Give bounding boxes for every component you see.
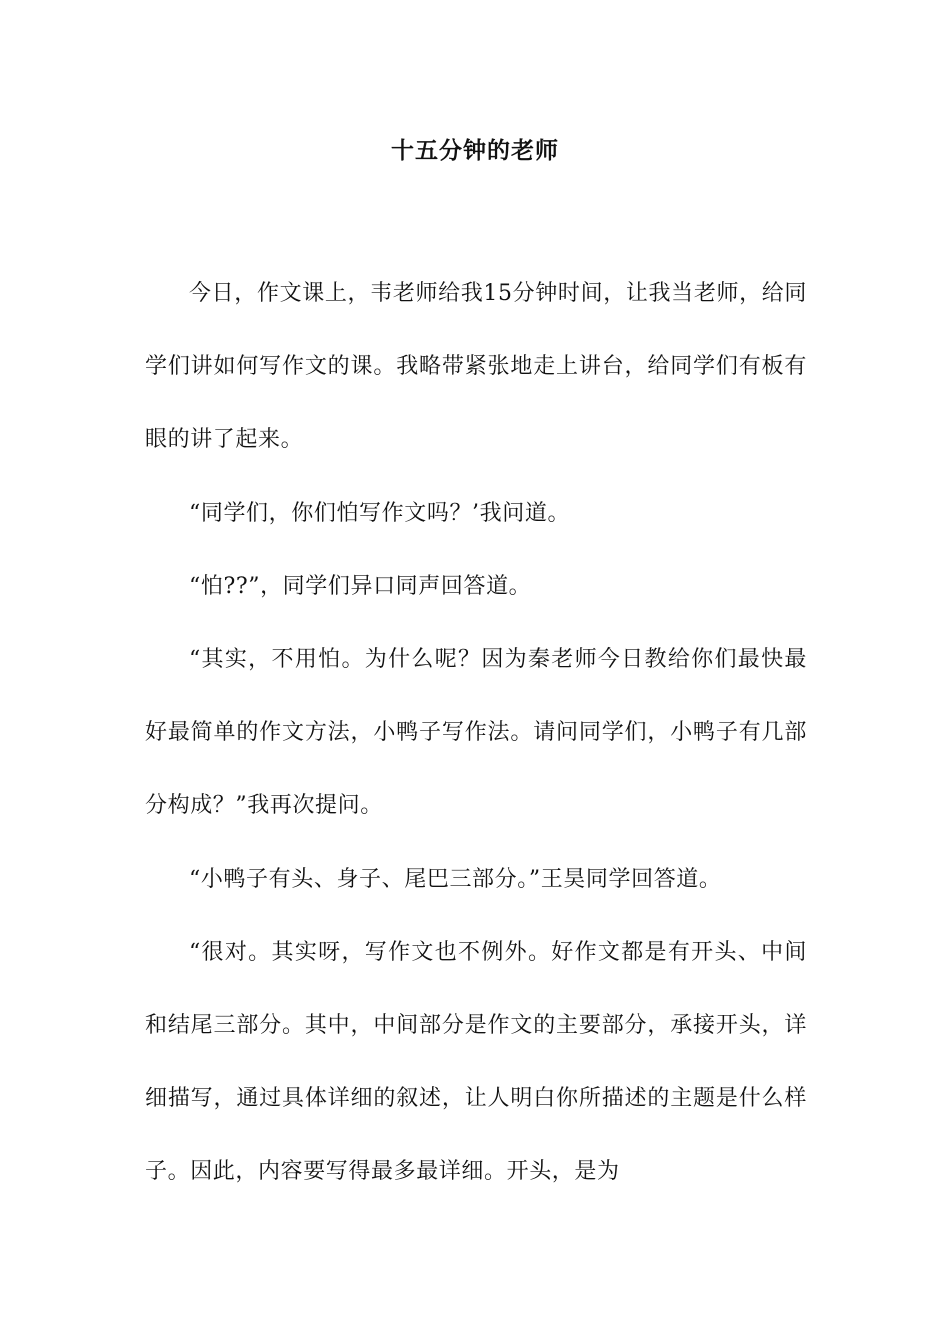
paragraph-5: “小鸭子有头、身子、尾巴三部分。”王昊同学回答道。 <box>189 866 722 892</box>
document-title: 十五分钟的老师 <box>391 137 559 164</box>
paragraph-2: “同学们，你们怕写作文吗？’我问道。 <box>189 500 571 526</box>
document-body <box>145 257 807 1209</box>
paragraph-3: “怕??”，同学们异口同声回答道。 <box>189 573 532 599</box>
paragraph-1: 今日，作文课上，韦老师给我15分钟时间，让我当老师，给同学们讲如何写作文的课。我略带紧张地走上讲台，给同学们有板有眼的讲了起来。 <box>145 281 807 453</box>
paragraph-6: “很对。其实呀，写作文也不例外。好作文都是有开头、中间和结尾三部分。其中，中间部分是作文的主要部分，承接开头，详细描写，通过具体详细的叙述，让人明白你所描述的主题是什么样子。因此，内容要写得最多最详细。开头，是为 <box>145 939 807 1185</box>
paragraph-4: “其实，不用怕。为什么呢？因为秦老师今日教给你们最快最好最简单的作文方法，小鸭子写作法。请问同学们，小鸭子有几部分构成？”我再次提问。 <box>145 647 807 819</box>
